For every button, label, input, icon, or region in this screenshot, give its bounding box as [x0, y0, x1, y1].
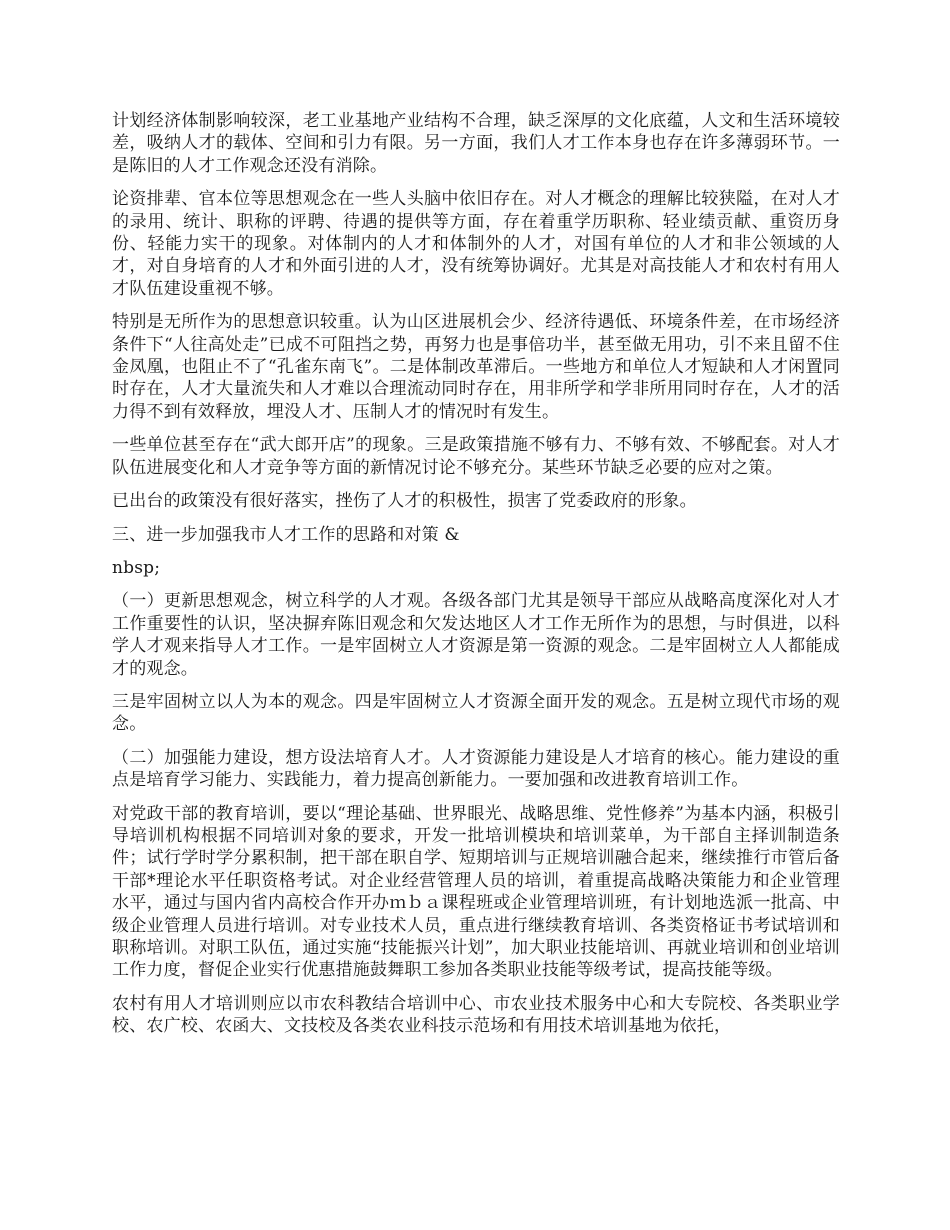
section-heading-3: 三、进一步加强我市人才工作的思路和对策 &: [112, 524, 460, 545]
paragraph-nbsp: nbsp;: [112, 557, 161, 578]
paragraph-3: 特别是无所作为的思想意识较重。认为山区进展机会少、经济待遇低、环境条件差，在市场经济条件下“人往高处走”已成不可阻挡之势，再努力也是事倍功半，甚至做无用功，引不来且留不住金凤凰，也阻止不了“孔雀东南飞”。二是体制改革滞后。一些地方和单位人才短缺和人才闲置同时存在，人才大量流失和人才难以合理流动同时存在，用非所学和学非所用同时存在，人才的活力得不到有效释放，埋没人才、压制人才的情况时有发生。: [112, 312, 840, 422]
paragraph-10: 农村有用人才培训则应以市农科教结合培训中心、市农业技术服务中心和大专院校、各类职业学校、农广校、农函大、文技校及各类农业科技示范场和有用技术培训基地为依托，: [112, 993, 840, 1037]
paragraph-2: 论资排辈、官本位等思想观念在一些人头脑中依旧存在。对人才概念的理解比较狭隘，在对人才的录用、统计、职称的评聘、待遇的提供等方面，存在着重学历职称、轻业绩贡献、重资历身份、轻能力实干的现象。对体制内的人才和体制外的人才，对国有单位的人才和非公领域的人才，对自身培育的人才和外面引进的人才，没有统筹协调好。尤其是对高技能人才和农村有用人才队伍建设重视不够。: [112, 189, 840, 299]
paragraph-9: 对党政干部的教育培训，要以“理论基础、世界眼光、战略思维、党性修养”为基本内涵，积极引导培训机构根据不同培训对象的要求，开发一批培训模块和培训菜单，为干部自主择训制造条件；试行学时学分累积制，把干部在职自学、短期培训与正规培训融合起来，继续推行市管后备干部*理论水平任职资格考试。对企业经营管理人员的培训，着重提高战略决策能力和企业管理水平，通过与国内省内高校合作开办ｍｂａ课程班或企业管理培训班，有计划地选派一批高、中级企业管理人员进行培训。对专业技术人员，重点进行继续教育培训、各类资格证书考试培训和职称培训。对职工队伍，通过实施“技能振兴计划”，加大职业技能培训、再就业培训和创业培训工作力度，督促企业实行优惠措施鼓舞职工参加各类职业技能等级考试，提高技能等级。: [112, 803, 840, 981]
paragraph-1: 计划经济体制影响较深，老工业基地产业结构不合理，缺乏深厚的文化底蕴，人文和生活环境较差，吸纳人才的载体、空间和引力有限。另一方面，我们人才工作本身也存在许多薄弱环节。一是陈旧的人才工作观念还没有消除。: [112, 111, 840, 176]
paragraph-6: （一）更新思想观念，树立科学的人才观。各级各部门尤其是领导干部应从战略高度深化对人才工作重要性的认识，坚决摒弃陈旧观念和欠发达地区人才工作无所作为的思想，与时俱进，以科学人才观来指导人才工作。一是牢固树立人才资源是第一资源的观念。二是牢固树立人人都能成才的观念。: [112, 591, 840, 679]
paragraph-7: 三是牢固树立以人为本的观念。四是牢固树立人才资源全面开发的观念。五是树立现代市场的观念。: [112, 691, 840, 735]
paragraph-4: 一些单位甚至存在“武大郎开店”的现象。三是政策措施不够有力、不够有效、不够配套。对人才队伍进展变化和人才竞争等方面的新情况讨论不够充分。某些环节缺乏必要的应对之策。: [112, 435, 840, 478]
paragraph-8: （二）加强能力建设，想方设法培育人才。人才资源能力建设是人才培育的核心。能力建设的重点是培育学习能力、实践能力，着力提高创新能力。一要加强和改进教育培训工作。: [112, 747, 840, 791]
paragraph-5: 已出台的政策没有很好落实，挫伤了人才的积极性，损害了党委政府的形象。: [112, 491, 697, 512]
document-body: [112, 110, 840, 1049]
